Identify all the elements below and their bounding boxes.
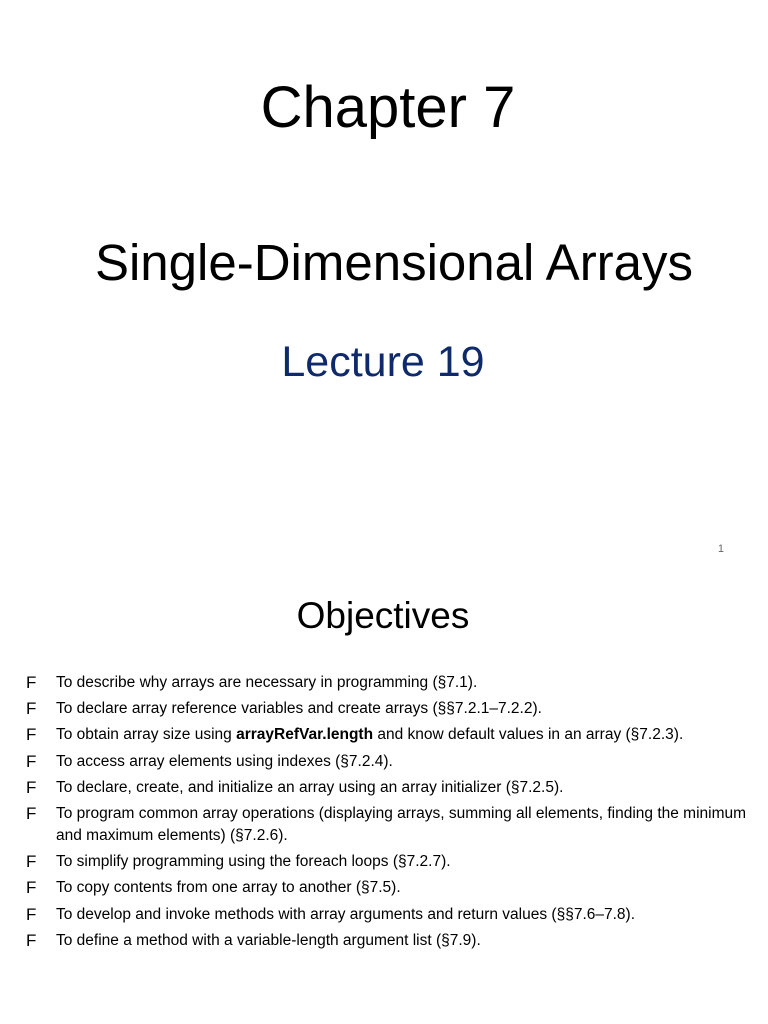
bullet-marker: F: [26, 803, 37, 823]
objective-text: To define a method with a variable-length argument list (§7.9).: [56, 931, 481, 949]
objective-item: [26, 904, 750, 926]
bullet-marker: F: [26, 878, 37, 898]
bullet-marker: F: [26, 725, 37, 745]
objective-item: [26, 777, 750, 799]
objective-item: [26, 698, 750, 720]
objective-item: [26, 803, 750, 847]
objective-text-before: To obtain array size using: [56, 726, 237, 744]
objectives-slide: [0, 576, 768, 1024]
page-number: 1: [717, 543, 724, 555]
objective-text: To copy contents from one array to another (§7.5).: [56, 879, 401, 897]
objectives-list: [26, 672, 750, 956]
bullet-marker: F: [26, 751, 37, 771]
objective-text: To declare, create, and initialize an array using an array initializer (§7.2.5).: [56, 778, 564, 796]
objective-text: To declare array reference variables and create arrays (§§7.2.1–7.2.2).: [56, 700, 542, 718]
objective-text: To describe why arrays are necessary in programming (§7.1).: [56, 674, 478, 691]
objective-text: To develop and invoke methods with array arguments and return values (§§7.6–7.8).: [56, 905, 636, 923]
bullet-marker: F: [26, 699, 37, 719]
bullet-marker: F: [26, 930, 37, 950]
objective-text-after: and know default values in an array (§7.2.3).: [373, 726, 684, 744]
objective-text: [56, 724, 750, 746]
objective-item: [26, 672, 750, 694]
chapter-subtitle: Single-Dimensional Arrays: [94, 234, 694, 291]
objective-item: [26, 851, 750, 873]
objective-item: [26, 751, 750, 773]
objective-item: [26, 930, 750, 952]
code-reference: arrayRefVar.length: [236, 726, 374, 744]
lecture-label: Lecture 19: [281, 338, 485, 386]
bullet-marker: F: [26, 904, 37, 924]
objective-item: [26, 724, 750, 746]
objective-item: [26, 877, 750, 899]
objective-text: To simplify programming using the foreach loops (§7.2.7).: [56, 853, 451, 871]
bullet-marker: F: [26, 852, 37, 872]
objectives-heading: Objectives: [296, 595, 470, 636]
chapter-title: Chapter 7: [260, 75, 516, 140]
objective-text: To access array elements using indexes (§7.2.4).: [56, 752, 393, 770]
bullet-marker: F: [26, 673, 37, 692]
bullet-marker: F: [26, 777, 37, 797]
objective-text: To program common array operations (displaying arrays, summing all elements, finding the minimum and maximum elements) (§7.2.6).: [56, 804, 747, 844]
